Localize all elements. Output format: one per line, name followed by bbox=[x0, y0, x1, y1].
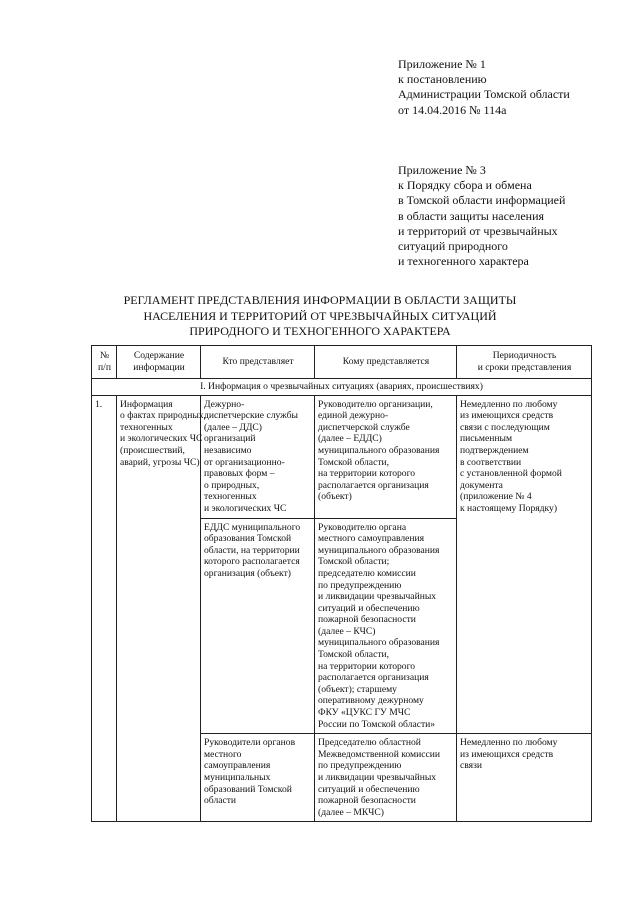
cell-line: по предупреждению bbox=[318, 579, 402, 591]
attachment-1-line: к постановлению bbox=[398, 72, 487, 87]
cell-line: (приложение № 4 bbox=[460, 491, 532, 503]
cell-line: области bbox=[204, 795, 237, 807]
cell-line: Дежурно- bbox=[204, 398, 245, 410]
attachment-1-line: Приложение № 1 bbox=[398, 57, 486, 71]
cell-line: и ликвидации чрезвычайных bbox=[318, 772, 437, 783]
cell-line: муниципального образования bbox=[318, 544, 440, 556]
cell-line: с установленной формой bbox=[460, 468, 562, 480]
cell-line: единой дежурно- bbox=[318, 410, 389, 422]
who-cell bbox=[201, 395, 315, 518]
header-text: Содержание bbox=[133, 350, 185, 362]
cell-line: ФКУ «ЦУКС ГУ МЧС bbox=[318, 707, 411, 719]
cell-line: и экологических ЧС bbox=[204, 502, 287, 514]
cell-line: Межведомственной комиссии bbox=[318, 748, 441, 760]
cell-line: Немедленно по любому bbox=[460, 398, 558, 410]
content-cell bbox=[117, 395, 207, 822]
cell-line: (далее – КЧС) bbox=[318, 625, 376, 637]
cell-line: располагается организация bbox=[318, 672, 429, 684]
cell-line: (объект) bbox=[318, 491, 352, 503]
cell-line: председателю комиссии bbox=[318, 567, 416, 579]
header-to-whom bbox=[315, 346, 457, 379]
cell-line: связи с последующим bbox=[460, 421, 550, 433]
header-text: Кто представляет bbox=[222, 356, 294, 368]
to-whom-cell bbox=[315, 518, 457, 734]
cell-line: муниципального образования bbox=[318, 637, 440, 649]
cell-line: местного самоуправления bbox=[318, 533, 425, 545]
section-row bbox=[92, 379, 592, 396]
attachment-3-heading bbox=[398, 163, 565, 269]
cell-line: из имеющихся средств bbox=[460, 748, 554, 760]
header-text: п/п bbox=[98, 362, 111, 373]
cell-line: ситуаций и обеспечению bbox=[318, 783, 420, 795]
to-whom-cell bbox=[315, 395, 457, 518]
cell-line: местного bbox=[204, 748, 242, 760]
period-cell bbox=[457, 734, 592, 822]
cell-line: техногенных bbox=[120, 421, 173, 433]
cell-line: (происшествий, bbox=[120, 444, 185, 456]
cell-line: на территории которого bbox=[318, 468, 416, 480]
cell-line: диспетчерской службе bbox=[318, 421, 410, 433]
cell-line: Информация bbox=[120, 398, 173, 410]
cell-line: диспетчерские службы bbox=[204, 410, 298, 422]
cell-line: подтверждением bbox=[460, 444, 529, 456]
row-number: 1. bbox=[92, 395, 117, 822]
cell-line: образования Томской bbox=[204, 533, 292, 545]
header-number bbox=[92, 346, 117, 379]
section-title: I. Информация о чрезвычайных ситуациях (авариях, происшествиях) bbox=[92, 379, 592, 396]
cell-line: в соответствии bbox=[460, 456, 522, 468]
attachment-3-line: к Порядку сбора и обмена bbox=[398, 178, 532, 193]
attachment-3-line: ситуаций природного bbox=[398, 239, 508, 254]
to-whom-cell bbox=[315, 734, 457, 822]
cell-line: Томской области; bbox=[318, 556, 390, 568]
attachment-1-line: Администрации Томской области bbox=[398, 87, 570, 102]
cell-line: России по Томской области» bbox=[318, 718, 436, 730]
cell-line: ЕДДС муниципального bbox=[204, 521, 301, 533]
cell-line: оперативному дежурному bbox=[318, 695, 424, 707]
attachment-3-line: Приложение № 3 bbox=[398, 163, 486, 177]
document-title bbox=[90, 293, 550, 340]
cell-line: образований Томской bbox=[204, 783, 292, 795]
cell-line: Руководители органов bbox=[204, 737, 296, 749]
table-header-row bbox=[92, 346, 592, 379]
cell-line: аварий, угрозы ЧС) bbox=[120, 456, 200, 468]
title-line: ПРИРОДНОГО И ТЕХНОГЕННОГО ХАРАКТЕРА bbox=[189, 324, 451, 338]
cell-line: связи bbox=[460, 760, 482, 772]
period-cell bbox=[457, 395, 592, 734]
header-text: информации bbox=[133, 362, 185, 373]
cell-line: к настоящему Порядку) bbox=[460, 502, 558, 514]
header-who bbox=[201, 346, 315, 379]
cell-line: Немедленно по любому bbox=[460, 737, 558, 749]
cell-line: Руководителю органа bbox=[318, 521, 407, 533]
attachment-3-line: и техногенного характера bbox=[398, 254, 529, 269]
cell-line: организаций bbox=[204, 433, 256, 445]
cell-line: ситуаций и обеспечению bbox=[318, 602, 420, 614]
cell-line: о фактах природных, bbox=[120, 410, 207, 422]
cell-line: документа bbox=[460, 479, 503, 491]
cell-line: располагается организация bbox=[318, 479, 429, 491]
attachment-3-line: в области защиты населения bbox=[398, 208, 545, 223]
cell-line: техногенных bbox=[204, 491, 257, 503]
title-line: НАСЕЛЕНИЯ И ТЕРРИТОРИЙ ОТ ЧРЕЗВЫЧАЙНЫХ СИТУАЦИЙ bbox=[143, 308, 497, 323]
cell-line: независимо bbox=[204, 444, 252, 456]
header-text: и сроки представления bbox=[477, 362, 572, 373]
cell-line: которого располагается bbox=[204, 556, 300, 568]
cell-line: (далее – ДДС) bbox=[204, 421, 262, 433]
attachment-1-heading bbox=[398, 57, 570, 118]
table-row bbox=[92, 395, 592, 518]
cell-line: и экологических ЧС bbox=[120, 433, 203, 445]
cell-line: правовых форм – bbox=[204, 468, 275, 480]
cell-line: (далее – МКЧС) bbox=[318, 806, 384, 818]
cell-line: Руководителю организации, bbox=[318, 398, 433, 410]
attachment-3-line: и территорий от чрезвычайных bbox=[398, 223, 558, 238]
regulation-table bbox=[91, 345, 592, 822]
cell-line: самоуправления bbox=[204, 760, 271, 772]
cell-line: из имеющихся средств bbox=[460, 410, 554, 422]
cell-line: о природных, bbox=[204, 479, 260, 491]
header-text: Кому представляется bbox=[342, 356, 430, 368]
attachment-1-line: от 14.04.2016 № 114а bbox=[398, 102, 507, 117]
who-cell bbox=[201, 518, 315, 734]
cell-line: (далее – ЕДДС) bbox=[318, 433, 382, 445]
cell-line: организация (объект) bbox=[204, 567, 291, 579]
cell-line: и ликвидации чрезвычайных bbox=[318, 591, 437, 603]
cell-line: Томской области, bbox=[318, 649, 390, 661]
header-text: № bbox=[99, 350, 110, 362]
cell-line: Председателю областной bbox=[318, 737, 421, 749]
cell-line: муниципального образования bbox=[318, 444, 440, 456]
header-period bbox=[457, 346, 592, 379]
cell-line: от организационно- bbox=[204, 456, 285, 468]
cell-line: по предупреждению bbox=[318, 760, 402, 772]
header-content bbox=[117, 346, 201, 379]
cell-line: муниципальных bbox=[204, 772, 271, 783]
who-cell bbox=[201, 734, 315, 822]
cell-line: (объект); старшему bbox=[318, 683, 397, 695]
cell-line: пожарной безопасности bbox=[318, 614, 416, 626]
cell-line: письменным bbox=[460, 433, 513, 445]
title-line: РЕГЛАМЕНТ ПРЕДСТАВЛЕНИЯ ИНФОРМАЦИИ В ОБЛАСТИ ЗАЩИТЫ bbox=[123, 293, 517, 307]
cell-line: на территории которого bbox=[318, 660, 416, 672]
cell-line: пожарной безопасности bbox=[318, 795, 416, 807]
attachment-3-line: в Томской области информацией bbox=[398, 193, 566, 208]
header-text: Периодичность bbox=[492, 350, 557, 362]
cell-line: области, на территории bbox=[204, 544, 300, 556]
cell-line: Томской области, bbox=[318, 456, 390, 468]
